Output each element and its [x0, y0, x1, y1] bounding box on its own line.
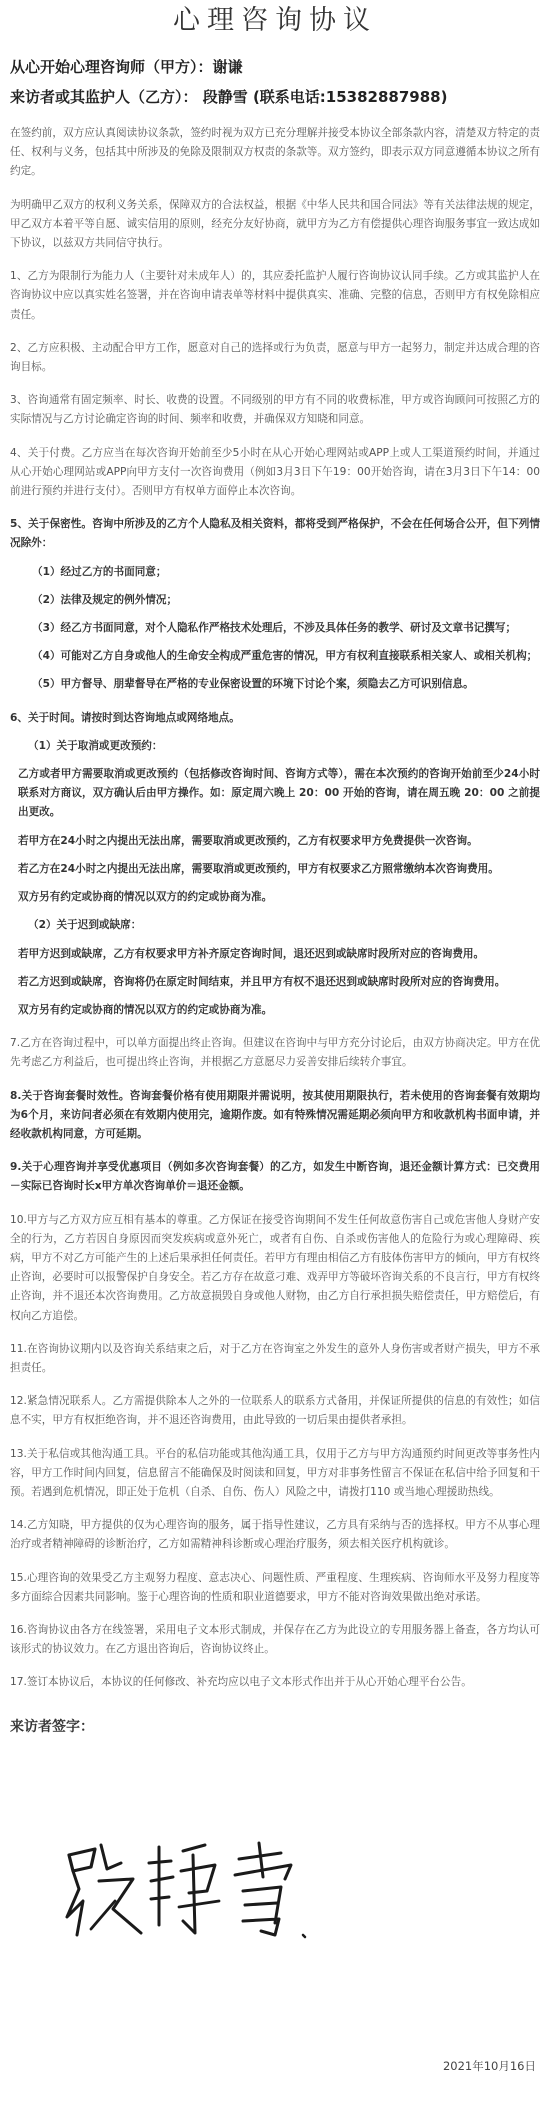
clause-5-item: （5）甲方督导、朋辈督导在严格的专业保密设置的环境下讨论个案，须隐去乙方可识别信息。 [32, 678, 474, 691]
clause-6: 6、关于时间。请按时到达咨询地点或网络地点。 [10, 711, 240, 724]
clause-6-1-b: 若乙方在24小时之内提出无法出席，需要取消或更改预约，甲方有权要求乙方照常缴纳本次咨询费用。 [18, 862, 499, 875]
clause-1: 1、乙方为限制行为能力人（主要针对未成年人）的，其应委托监护人履行咨询协议认同手续。乙方或其监护人在咨询协议中应以真实姓名签署，并在咨询申请表单等材料中提供真实、准确、完整的信息，否则甲方有权免除相应责任。 [10, 270, 540, 321]
clause-5-item: （2）法律及规定的例外情况； [32, 593, 178, 606]
clause-5: 5、关于保密性。咨询中所涉及的乙方个人隐私及相关资料，都将受到严格保护，不会在任何场合公开，但下列情况除外： [10, 518, 540, 550]
intro-paragraph: 在签约前，双方应认真阅读协议条款，签约时视为双方已充分理解并接受本协议全部条款内容，清楚双方特定的责任、权利与义务，包括其中所涉及的免除及限制双方权责的条款等。双方签约，即表示双方同意遵循本协议之所有约定。 [10, 127, 540, 178]
clause-7: 7.乙方在咨询过程中，可以单方面提出终止咨询。但建议在咨询中与甲方充分讨论后，由双方协商决定。甲方在优先考虑乙方利益后，也可提出终止咨询，并根据乙方意愿尽力妥善安排后续转介事宜。 [10, 1037, 540, 1069]
clause-6-1-heading: （1）关于取消或更改预约： [28, 739, 163, 752]
clause-6-1-c: 双方另有约定或协商的情况以双方的约定或协商为准。 [18, 891, 273, 904]
clause-4: 4、关于付费。乙方应当在每次咨询开始前至少5小时在从心开始心理网站或APP上或人工渠道预约时间，并通过从心开始心理网站或APP向甲方支付一次咨询费用（例如3月3日下午19：00开始咨询，请在3月3日下午14：00前进行预约并进行支付）。否则甲方有权单方面停止本次咨询。 [10, 446, 540, 498]
clause-17: 17.签订本协议后，本协议的任何修改、补充均应以电子文本形式作出并于从心开始心理平台公告。 [10, 1676, 472, 1689]
clause-6-2-c: 双方另有约定或协商的情况以双方的约定或协商为准。 [18, 1003, 273, 1016]
clause-12: 12.紧急情况联系人。乙方需提供除本人之外的一位联系人的联系方式备用，并保证所提供的信息的有效性；如信息不实，甲方有权拒绝咨询，并不退还咨询费用，由此导致的一切后果由提供者承担。 [10, 1395, 540, 1427]
handwritten-signature [55, 1825, 315, 1955]
party-a-line: 从心开始心理咨询师（甲方）：谢谦 [10, 58, 243, 76]
clause-6-2-heading: （2）关于迟到或缺席： [28, 919, 142, 932]
clause-2: 2、乙方应积极、主动配合甲方工作，愿意对自己的选择或行为负责，愿意与甲方一起努力，制定并达成合理的咨询目标。 [10, 341, 540, 374]
clause-6-2-b: 若乙方迟到或缺席，咨询将仍在原定时间结束，并且甲方有权不退还迟到或缺席时段所对应的咨询费用。 [18, 975, 506, 988]
clause-6-1-a: 若甲方在24小时之内提出无法出席，需要取消或更改预约，乙方有权要求甲方免费提供一次咨询。 [18, 834, 478, 847]
clause-14: 14.乙方知晓，甲方提供的仅为心理咨询的服务，属于指导性建议，乙方具有采纳与否的选择权。甲方不从事心理治疗或者精神障碍的诊断治疗，乙方如需精神科诊断或心理治疗服务，须去相关医疗机构就诊。 [10, 1519, 540, 1551]
preamble-paragraph: 为明确甲乙双方的权利义务关系，保障双方的合法权益，根据《中华人民共和国合同法》等有关法律法规的规定，甲乙双方本着平等自愿、诚实信用的原则，经充分友好协商，就甲方为乙方有偿提供心理咨询服务事宜一致达成如下协议，以兹双方共同信守执行。 [10, 198, 540, 250]
document-title: 心理咨询协议 [173, 5, 377, 36]
clause-10: 10.甲方与乙方双方应互相有基本的尊重。乙方保证在接受咨询期间不发生任何故意伤害自己或危害他人身财产安全的行为，乙方若因自身原因而突发疾病或意外死亡，或者有自伤、自杀或伤害他人的危险行为或心理障碍、疾病，甲方不对乙方可能产生的上述后果承担任何责任。若甲方有理由相信乙方有肢体伤害甲方的倾向，甲方有权终止咨询，必要时可以报警保护自身安全。若乙方存在故意刁难、戏弄甲方等破坏咨询关系的不良言行，甲方有权终止咨询，并不退还本次咨询费用。乙方故意损毁自身或他人财物，由乙方自行承担损失赔偿责任，甲方赔偿后，有权向乙方追偿。 [10, 1213, 540, 1322]
clause-5-item: （3）经乙方书面同意，对个人隐私作严格技术处理后，不涉及具体任务的教学、研讨及文章书记撰写； [32, 622, 517, 635]
clause-3: 3、咨询通常有固定频率、时长、收费的设置。不同级别的甲方有不同的收费标准，甲方或咨询顾问可按照乙方的实际情况与乙方讨论确定咨询的时间、频率和收费，并确保双方知晓和同意。 [10, 394, 540, 426]
clause-13: 13.关于私信或其他沟通工具。平台的私信功能或其他沟通工具，仅用于乙方与甲方沟通预约时间更改等事务性内容，甲方工作时间内回复，信息留言不能确保及时阅读和回复，甲方对非事务性留言不保证在私信中给予回复和干预。若遇到危机情况，即正处于危机（自杀、自伤、伤人）风险之中，请拨打110 或当地心理援助热线。 [10, 1447, 540, 1498]
clause-11: 11.在咨询协议期内以及咨询关系结束之后，对于乙方在咨询室之外发生的意外人身伤害或者财产损失，甲方不承担责任。 [10, 1342, 540, 1374]
clause-16: 16.咨询协议由各方在线签署，采用电子文本形式制成，并保存在乙方为此设立的专用服务器上备查，各方均认可该形式的协议效力。在乙方退出咨询后，咨询协议终止。 [10, 1623, 540, 1656]
party-b-line: 来访者或其监护人（乙方）： 段静雪 (联系电话:15382887988) [10, 88, 448, 106]
signature-label: 来访者签字： [10, 1718, 94, 1735]
agreement-page [0, 4, 550, 2104]
clause-8: 8.关于咨询套餐时效性。咨询套餐价格有使用期限并需说明，按其使用期限执行，若未使用的咨询套餐有效期均为6个月，来访问者必须在有效期内使用完，逾期作废。如有特殊情况需延期必须向甲方和收款机构书面申请，并经收款机构同意，方可延期。 [10, 1089, 540, 1140]
clause-5-item: （4）可能对乙方自身或他人的生命安全构成严重危害的情况，甲方有权利直接联系相关家人、或相关机构； [32, 650, 538, 663]
clause-5-item: （1）经过乙方的书面同意； [32, 565, 167, 578]
clause-15: 15.心理咨询的效果受乙方主观努力程度、意志决心、问题性质、严重程度、生理疾病、咨询师水平及努力程度等多方面综合因素共同影响。鉴于心理咨询的性质和职业道德要求，甲方不能对咨询效果做出绝对承诺。 [10, 1571, 540, 1603]
clause-6-2-a: 若甲方迟到或缺席，乙方有权要求甲方补齐原定咨询时间，退还迟到或缺席时段所对应的咨询费用。 [18, 947, 485, 960]
signing-date: 2021年10月16日 [442, 2059, 536, 2073]
clause-6-1-text: 乙方或者甲方需要取消或更改预约（包括修改咨询时间、咨询方式等），需在本次预约的咨询开始前至少24小时联系对方商议，双方确认后由甲方操作。如：原定周六晚上 20：00 开始的咨询，请在周五晚 20：00 之前提出更改。 [18, 768, 540, 819]
clause-9: 9.关于心理咨询并享受优惠项目（例如多次咨询套餐）的乙方，如发生中断咨询，退还金额计算方式：已交费用－实际已咨询时长x甲方单次咨询单价＝退还金额。 [10, 1161, 540, 1193]
